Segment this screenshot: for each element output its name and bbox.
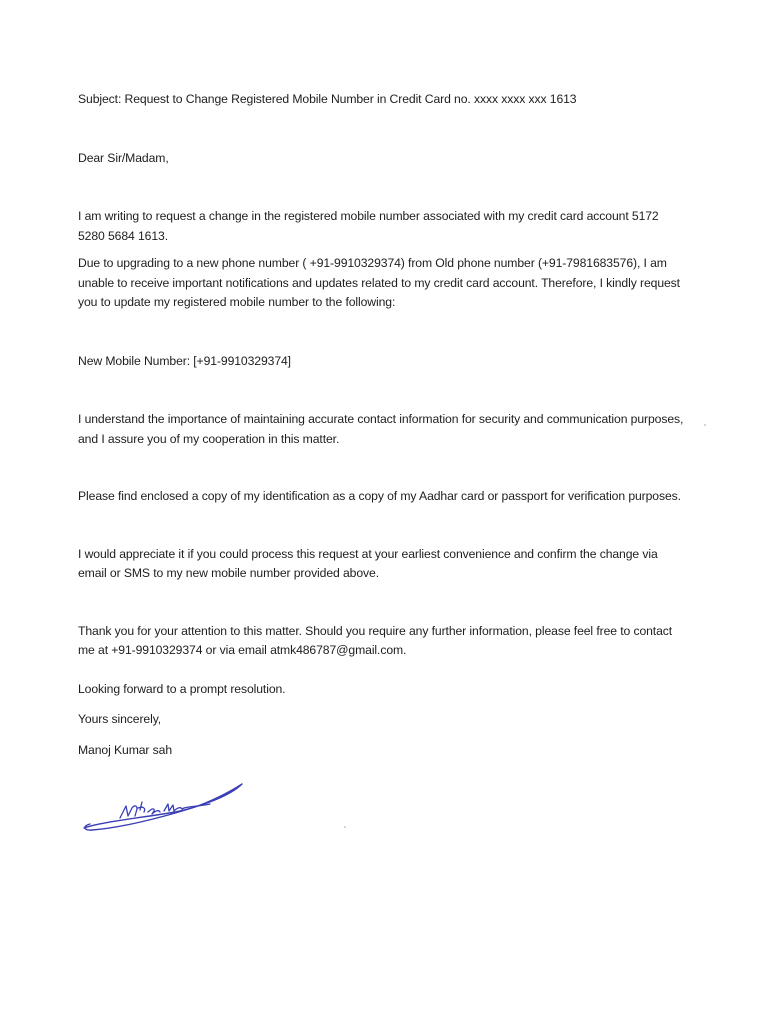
handwritten-signature xyxy=(80,778,250,838)
letter-paragraph-request: I am writing to request a change in the registered mobile number associated with my credit card account 5172 5280 5684 1613. xyxy=(78,209,659,243)
letter-paragraph-reason: Due to upgrading to a new phone number ( +91-9910329374) from Old phone number (+91-7981683576), I am unable to receive important notifications and updates related to my credit card account. Therefore, I kindly request you to update my registered mobile number to the following: xyxy=(78,256,680,309)
letter-paragraph-importance: I understand the importance of maintaining accurate contact information for security and communication purposes, and I assure you of my cooperation in this matter. xyxy=(78,412,684,446)
letter-salutation: Dear Sir/Madam, xyxy=(78,150,169,165)
letter-subject: Subject: Request to Change Registered Mobile Number in Credit Card no. xxxx xxxx xxx 1613 xyxy=(78,92,577,106)
signature-loop-stroke xyxy=(84,784,242,830)
letter-paragraph-processing: I would appreciate it if you could process this request at your earliest convenience and confirm the change via email or SMS to my new mobile number provided above. xyxy=(78,546,658,580)
sender-name: Manoj Kumar sah xyxy=(78,742,173,757)
letter-body xyxy=(78,90,688,760)
letter-paragraph-enclosure: Please find enclosed a copy of my identification as a copy of my Aadhar card or passport for verification purposes. xyxy=(78,489,681,503)
scan-speck xyxy=(344,826,346,828)
signature-drawing xyxy=(80,778,250,838)
signature-tail-stroke xyxy=(184,804,210,808)
scan-speck xyxy=(704,424,706,426)
new-mobile-number-line: New Mobile Number: [+91-9910329374] xyxy=(78,353,291,368)
letter-valediction: Yours sincerely, xyxy=(78,712,162,726)
letter-closing-line: Looking forward to a prompt resolution. xyxy=(78,681,286,696)
letter-paragraph-contact: Thank you for your attention to this matter. Should you require any further information, please feel free to contact me at +91-9910329374 or via email atmk486787@gmail.com. xyxy=(78,623,673,657)
